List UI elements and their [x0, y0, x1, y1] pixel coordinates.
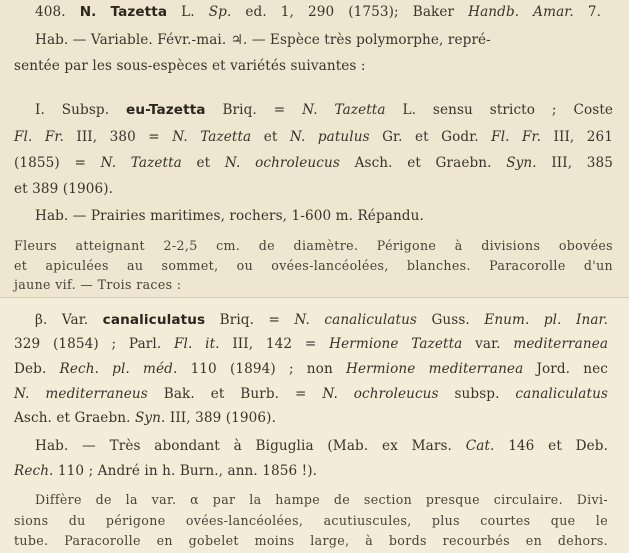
var-description-2: sions du périgone ovées-lancéolées, acutiuscules, plus courtes que le	[14, 513, 608, 528]
var-habitat-line-2: Rech. 110 ; André in h. Burn., ann. 1856 !).	[14, 463, 318, 479]
genus-abbr: N.	[79, 4, 97, 20]
var-synonym-line-5: Asch. et Graebn. Syn. III, 389 (1906).	[14, 410, 276, 426]
var-synonym-line-2: 329 (1854) ; Parl. Fl. it. III, 142 = Hermione Tazetta var. mediterranea	[14, 336, 609, 352]
subsp-synonym-line-3: (1855) = N. Tazetta et N. ochroleucus Asch. et Graebn. Syn. III, 385	[14, 155, 614, 171]
species-name: Tazetta	[110, 4, 168, 20]
variety-name: canaliculatus	[102, 312, 206, 328]
subsp-description-3: jaune vif. — Trois races :	[14, 277, 182, 292]
subsp-description-2: et apiculées au sommet, ou ovées-lancéolées, blanches. Paracorolle d'un	[14, 258, 613, 273]
subsp-heading-line: I. Subsp. eu-Tazetta Briq. = N. Tazetta L. sensu stricto ; Coste	[35, 102, 614, 118]
subsp-habitat: Hab. — Prairies maritimes, rochers, 1-600 m. Répandu.	[35, 208, 424, 224]
subsp-description-1: Fleurs atteignant 2-2,5 cm. de diamètre. Périgone à divisions obovées	[14, 238, 613, 253]
entry-number: 408.	[35, 4, 66, 20]
entry-habitat-line-2: sentée par les sous-espèces et variétés suivantes :	[14, 58, 366, 74]
var-description-3: tube. Paracorolle en gobelet moins large, à bords recourbés en dehors.	[14, 533, 608, 548]
entry-habitat-line-1: Hab. — Variable. Févr.-mai. ♃. — Espèce très polymorphe, repré-	[35, 32, 491, 48]
entry-heading-line: 408. N. Tazetta L. Sp. ed. 1, 290 (1753); Baker Handb. Amar. 7.	[35, 4, 602, 20]
var-habitat-line-1: Hab. — Très abondant à Biguglia (Mab. ex Mars. Cat. 146 et Deb.	[35, 438, 608, 454]
subsp-name: eu-Tazetta	[126, 102, 206, 118]
var-description-1: Diffère de la var. α par la hampe de section presque circulaire. Divi-	[35, 492, 608, 507]
subsp-synonym-line-4: et 389 (1906).	[14, 181, 114, 197]
var-synonym-line-4: N. mediterraneus Bak. et Burb. = N. ochroleucus subsp. canaliculatus	[14, 386, 609, 402]
var-synonym-line-3: Deb. Rech. pl. méd. 110 (1894) ; non Hermione mediterranea Jord. nec	[14, 361, 608, 377]
var-heading-line: β. Var. canaliculatus Briq. = N. canaliculatus Guss. Enum. pl. Inar.	[35, 312, 609, 328]
subsp-synonym-line-2: Fl. Fr. III, 380 = N. Tazetta et N. patulus Gr. et Godr. Fl. Fr. III, 261	[14, 129, 614, 145]
